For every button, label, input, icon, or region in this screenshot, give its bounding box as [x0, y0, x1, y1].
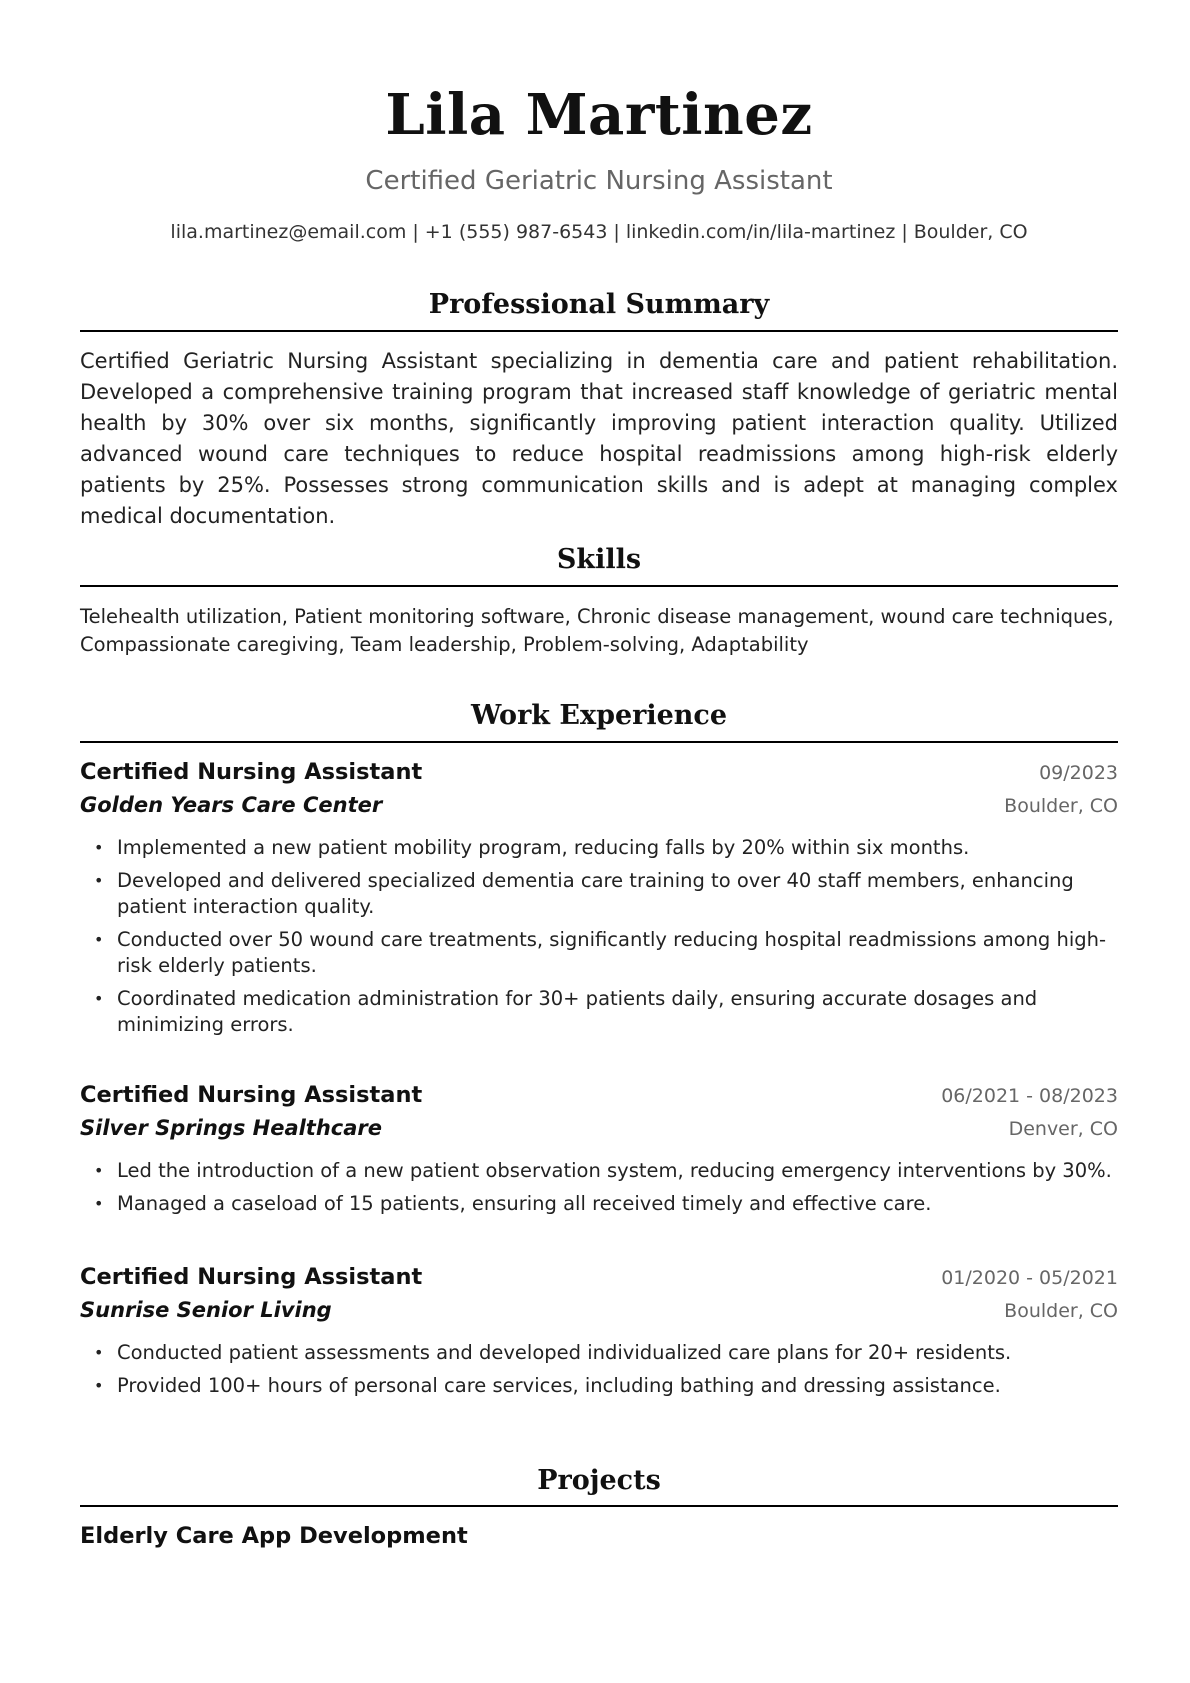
job-date: 06/2021 - 08/2023 — [941, 1085, 1118, 1107]
list-item — [80, 927, 1118, 979]
job-entry — [80, 759, 1118, 1045]
bullet-icon: • — [94, 838, 104, 857]
bullet-icon: • — [94, 1376, 104, 1395]
list-item — [80, 1373, 1118, 1399]
job-title: Certified Nursing Assistant — [80, 1082, 423, 1108]
job-location: Boulder, CO — [1004, 795, 1118, 817]
bullet-icon: • — [94, 1194, 104, 1213]
bullet-icon: • — [94, 989, 104, 1008]
job-entry — [80, 1082, 1118, 1224]
job-location: Denver, CO — [1008, 1118, 1118, 1140]
contact-separator: | — [613, 221, 620, 243]
list-item — [80, 835, 1118, 861]
contact-line — [80, 221, 1118, 243]
bullet-icon: • — [94, 871, 104, 890]
list-item — [80, 1191, 1118, 1217]
job-title: Certified Nursing Assistant — [80, 759, 423, 785]
bullet-text: Conducted patient assessments and developed individualized care plans for 20+ residents. — [117, 1341, 1012, 1364]
bullet-text: Implemented a new patient mobility program, reducing falls by 20% within six months. — [117, 836, 970, 859]
bullet-text: Provided 100+ hours of personal care services, including bathing and dressing assistance. — [117, 1374, 1001, 1397]
list-item — [80, 868, 1118, 920]
contact-linkedin[interactable]: linkedin.com/in/lila-martinez — [625, 221, 896, 243]
job-company: Silver Springs Healthcare — [80, 1116, 383, 1140]
section-divider — [80, 330, 1118, 332]
job-bullets — [80, 835, 1118, 1038]
section-divider — [80, 741, 1118, 743]
candidate-headline: Certified Geriatric Nursing Assistant — [365, 166, 833, 196]
section-divider — [80, 1505, 1118, 1507]
project-title: Elderly Care App Development — [80, 1523, 468, 1549]
bullet-text: Managed a caseload of 15 patients, ensuring all received timely and effective care. — [117, 1192, 932, 1215]
job-entry — [80, 1264, 1118, 1406]
job-location: Boulder, CO — [1004, 1300, 1118, 1322]
bullet-text: Conducted over 50 wound care treatments, significantly reducing hospital readmissions among high-risk elderly patients. — [117, 928, 1107, 977]
job-date: 09/2023 — [1039, 762, 1118, 784]
contact-separator: | — [412, 221, 419, 243]
job-company: Sunrise Senior Living — [80, 1298, 332, 1322]
section-title-projects: Projects — [537, 1465, 661, 1496]
bullet-icon: • — [94, 1161, 104, 1180]
bullet-text: Led the introduction of a new patient observation system, reducing emergency interventions by 30%. — [117, 1159, 1112, 1182]
section-title-summary: Professional Summary — [428, 289, 770, 320]
bullet-text: Coordinated medication administration for 30+ patients daily, ensuring accurate dosages and minimizing errors. — [117, 987, 1038, 1036]
list-item — [80, 986, 1118, 1038]
job-bullets — [80, 1158, 1118, 1217]
bullet-text: Developed and delivered specialized dementia care training to over 40 staff members, enhancing patient interaction quality. — [117, 869, 1074, 918]
summary-text: Certified Geriatric Nursing Assistant specializing in dementia care and patient rehabilitation. Developed a comprehensive training program that increased staff knowledge of geriatric mental health by 30% over six months, significantly improving patient interaction quality. Utilized advanced wound care techniques to reduce hospital readmissions among high-risk elderly patients by 25%. Possesses strong communication skills and is adept at managing complex medical documentation. — [80, 349, 1118, 528]
section-title-experience: Work Experience — [470, 700, 728, 731]
candidate-name: Lila Martinez — [385, 82, 813, 148]
section-title-skills: Skills — [556, 544, 642, 575]
list-item — [80, 1340, 1118, 1366]
contact-location: Boulder, CO — [913, 221, 1028, 243]
contact-phone[interactable]: +1 (555) 987-6543 — [424, 221, 608, 243]
contact-email[interactable]: lila.martinez@email.com — [170, 221, 407, 243]
bullet-icon: • — [94, 1343, 104, 1362]
skills-text: Telehealth utilization, Patient monitoring software, Chronic disease management, wound care techniques, Compassionate caregiving, Team leadership, Problem-solving, Adaptability — [80, 605, 1114, 656]
job-bullets — [80, 1340, 1118, 1399]
job-title: Certified Nursing Assistant — [80, 1264, 423, 1290]
section-divider — [80, 585, 1118, 587]
job-date: 01/2020 - 05/2021 — [941, 1267, 1118, 1289]
bullet-icon: • — [94, 930, 104, 949]
job-company: Golden Years Care Center — [80, 793, 383, 817]
contact-separator: | — [901, 221, 908, 243]
list-item — [80, 1158, 1118, 1184]
